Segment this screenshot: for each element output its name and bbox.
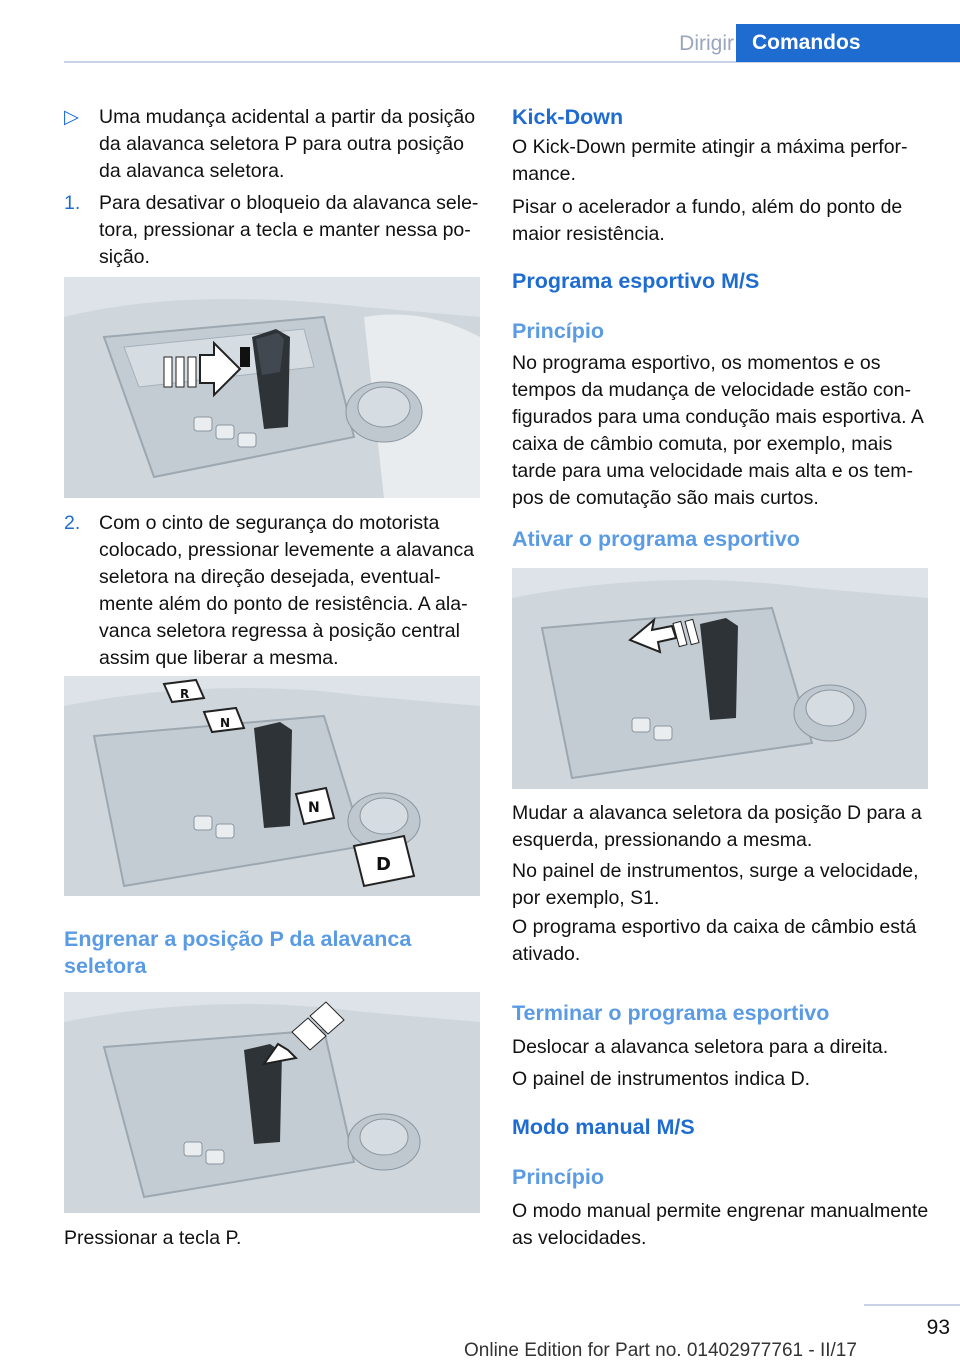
triangle-bullet-icon: ▷ [64, 106, 79, 128]
arrow-up-n-icon [204, 708, 244, 732]
end-paragraph-1: Deslocar a alavanca seletora para a direita. [512, 1036, 889, 1058]
arrow-down-d-icon [354, 836, 414, 886]
label-n-upper: N [220, 716, 231, 730]
heading-principio-2: Princípio [512, 1165, 604, 1189]
label-r: R [180, 687, 190, 701]
kick-paragraph-1: O Kick-Down permite atingir a máxima performance. [512, 136, 908, 185]
shifter-unlock-illustration [64, 277, 480, 498]
shifter-left-illustration [512, 568, 928, 789]
arrow-up-r-icon [164, 680, 204, 702]
shifter-unlock-drawing [64, 277, 480, 498]
step-2-number: 2. [64, 512, 81, 534]
shifter-p-button-illustration [64, 992, 480, 1213]
step-1-text: Para desativar o bloqueio da alavanca seletora, pressionar a tecla e manter nessa posição. [99, 192, 479, 268]
step-1-number: 1. [64, 192, 81, 214]
heading-principio-1: Princípio [512, 319, 604, 343]
footer-rule [864, 1304, 960, 1306]
heading-manual-mode: Modo manual M/S [512, 1115, 695, 1139]
shifter-left-drawing [512, 568, 928, 789]
bullet-text: Uma mudança acidental a partir da posição da alavanca seletora P para outra posição da alavanca seletora. [99, 106, 476, 182]
kick-paragraph-2: Pisar o acelerador a fundo, além do ponto de maior resistência. [512, 196, 903, 245]
step-2 [64, 510, 484, 672]
shifter-positions-illustration [64, 676, 480, 896]
arrow-down-n-icon [296, 788, 334, 824]
end-paragraph-2: O painel de instrumentos indica D. [512, 1068, 811, 1090]
press-p-text: Pressionar a tecla P. [64, 1227, 242, 1249]
step-2-text: Com o cinto de segurança do motorista colocado, pressionar levemente a alavanca seletora na direção desejada, eventualmente além do ponto de resistência. A alavanca seletora regressa à posição central assim que liberar a mesma. [99, 512, 475, 669]
shifter-positions-drawing [64, 676, 480, 896]
activate-paragraph-3: O programa esportivo da caixa de câmbio está ativado. [512, 916, 917, 965]
step-1 [64, 190, 484, 271]
activate-paragraph-2: No painel de instrumentos, surge a velocidade, por exemplo, S1. [512, 860, 919, 909]
edition-line: Online Edition for Part no. 01402977761 - II/17 [464, 1340, 857, 1361]
label-d: D [376, 854, 391, 875]
heading-activate-sport: Ativar o programa esportivo [512, 527, 800, 551]
shifter-p-button-drawing [64, 992, 480, 1213]
activate-paragraph-1: Mudar a alavanca seletora da posição D para a esquerda, pressionando a mesma. [512, 802, 922, 851]
heading-kick-down: Kick-Down [512, 105, 624, 129]
heading-engage-p: Engrenar a posição P da alavanca seletora [64, 927, 412, 978]
heading-sport-program: Programa esportivo M/S [512, 269, 760, 293]
manual-paragraph: O modo manual permite engrenar manualmente as velocidades. [512, 1200, 929, 1249]
bullet-item [64, 104, 484, 185]
sport-paragraph: No programa esportivo, os momentos e os tempos da mudança de velocidade estão configurados para uma condução mais esportiva. A caixa de câmbio comuta, por exemplo, mais tarde para uma velocidade mais alta e os tempos de comutação são mais curtos. [512, 352, 923, 509]
page-number: 93 [926, 1316, 950, 1339]
heading-end-sport: Terminar o programa esportivo [512, 1001, 830, 1025]
header-chapter-tab: Comandos [736, 24, 960, 62]
label-n-lower: N [308, 800, 320, 816]
header-section-label: Dirigir [679, 32, 734, 55]
